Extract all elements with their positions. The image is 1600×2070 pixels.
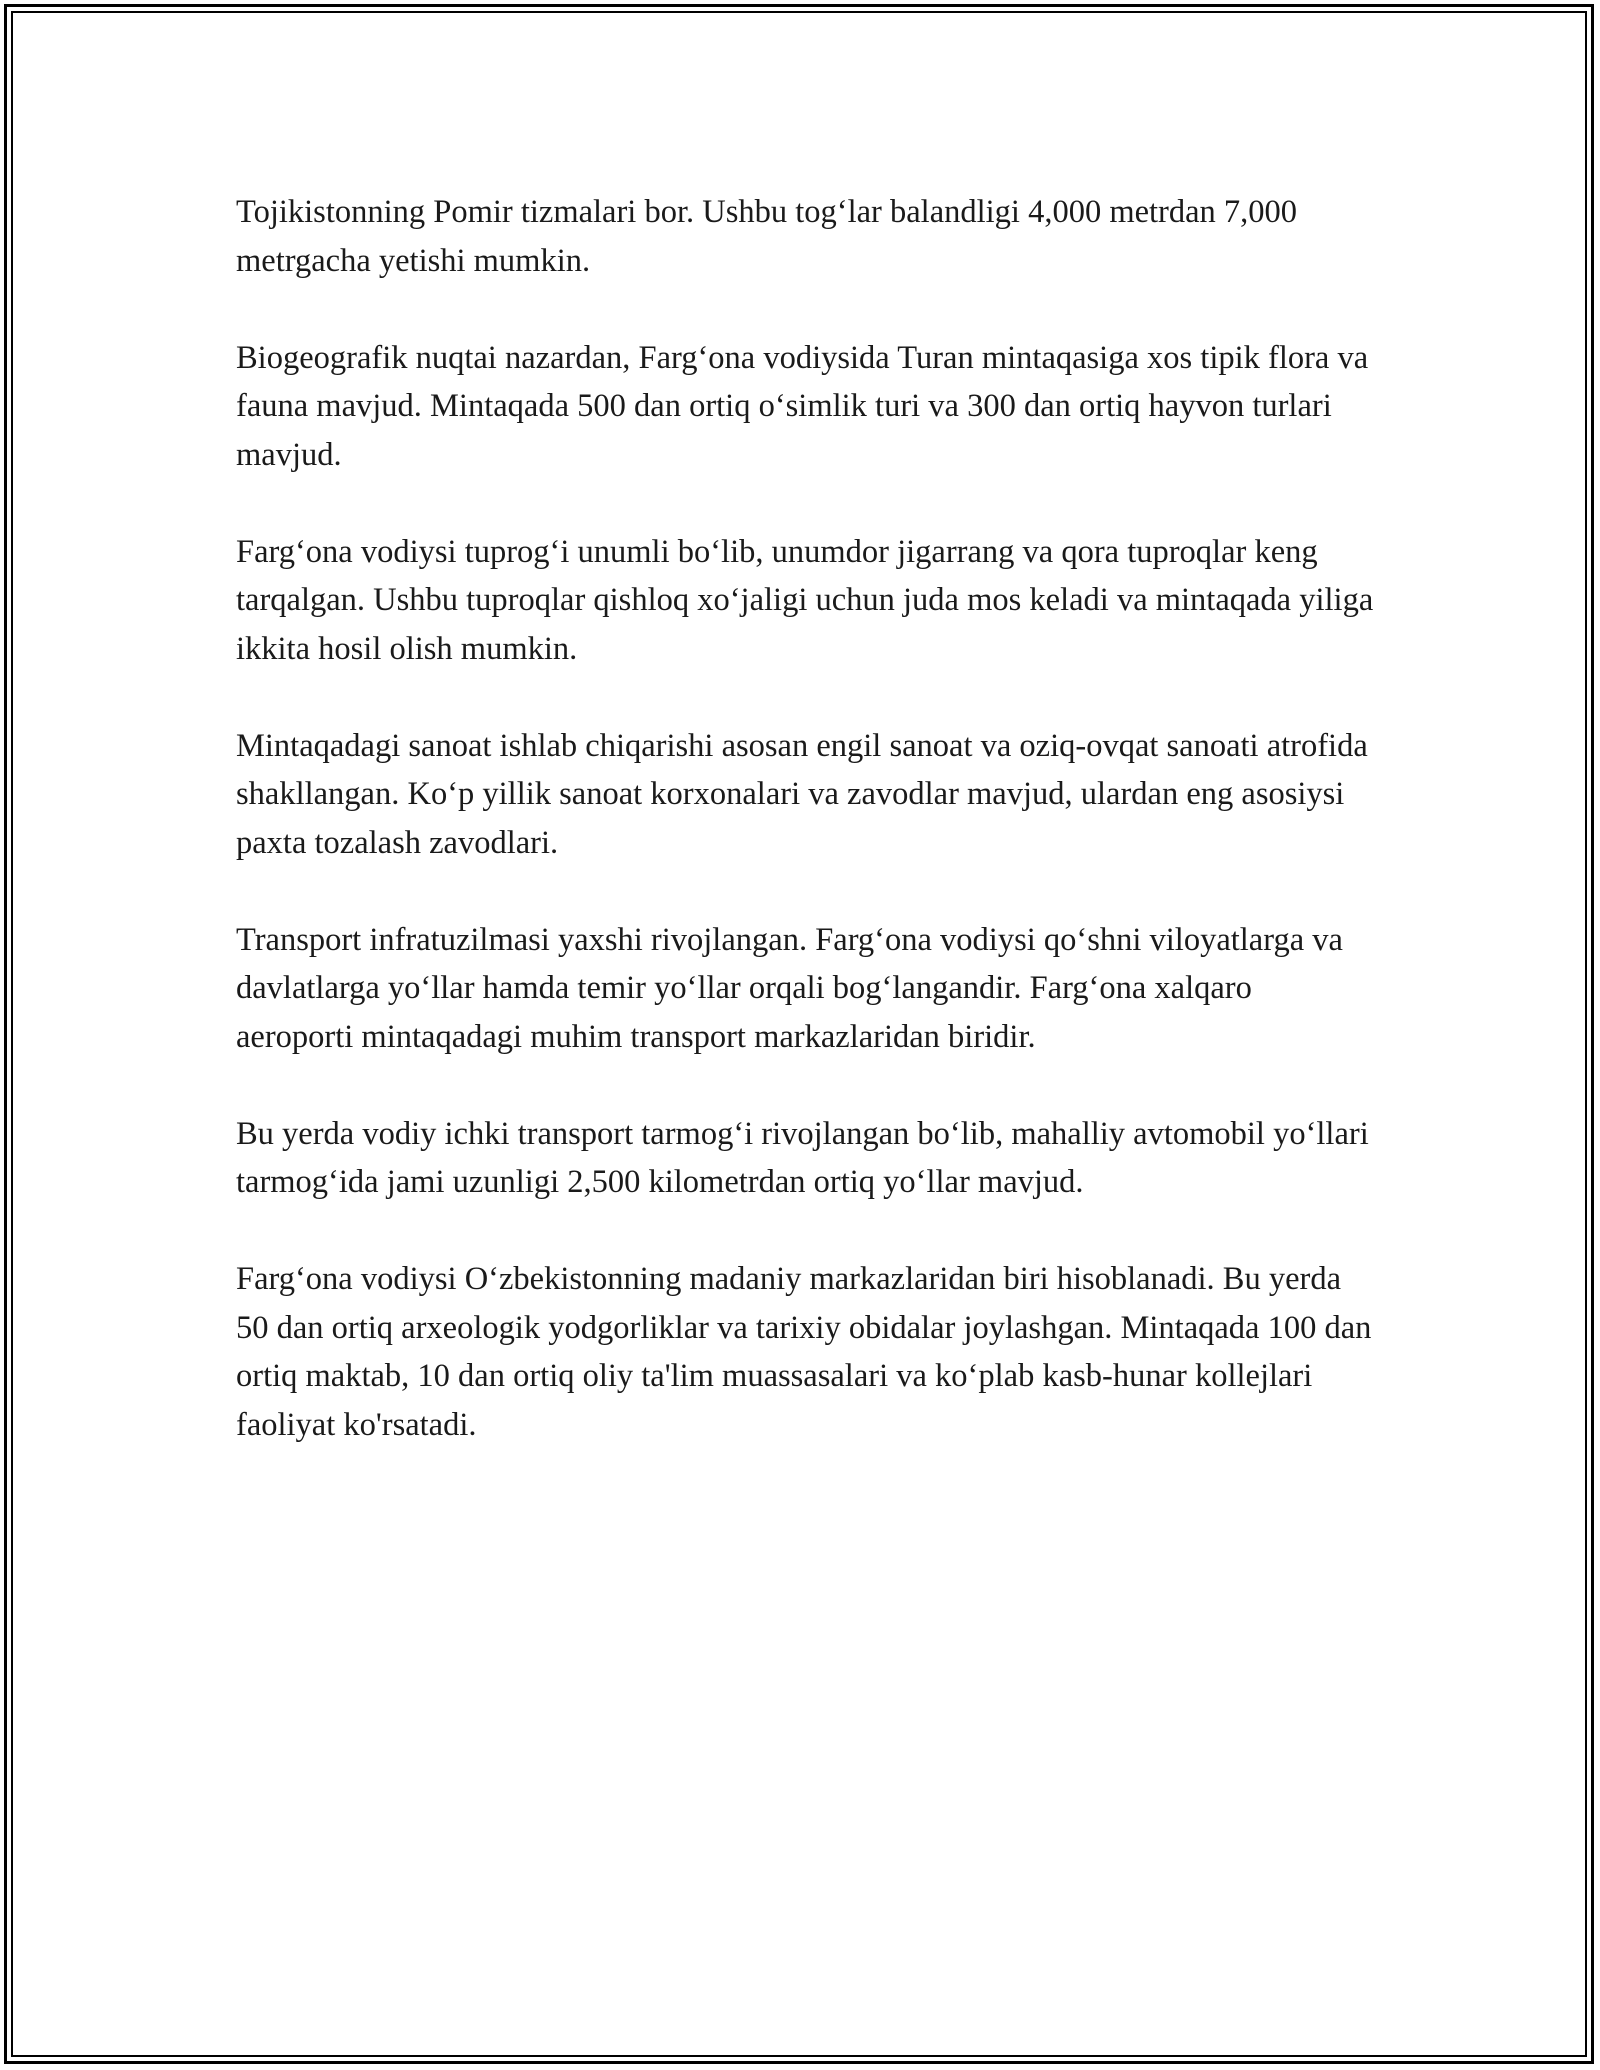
paragraph-pamir-mountains: Tojikistonning Pomir tizmalari bor. Ushbu tog‘lar balandligi 4,000 metrdan 7,000 metrgacha yetishi mumkin.: [236, 194, 1298, 279]
paragraph-transport-infrastructure: Transport infratuzilmasi yaxshi rivojlangan. Farg‘ona vodiysi qo‘shni viloyatlarga va davlatlarga yo‘llar hamda temir yo‘llar orqali bog‘langandir. Farg‘ona xalqaro aeroporti mintaqadagi muhim transport markazlaridan biridir.: [236, 921, 1343, 1055]
document-body: [236, 188, 1376, 1449]
paragraph-industry: Mintaqadagi sanoat ishlab chiqarishi asosan engil sanoat va oziq-ovqat sanoati atrofida shakllangan. Ko‘p yillik sanoat korxonalari va zavodlar mavjud, ulardan eng asosiysi paxta tozalash zavodlari.: [236, 727, 1368, 861]
paragraph-soil: Farg‘ona vodiysi tuprog‘i unumli bo‘lib, unumdor jigarrang va qora tuproqlar keng tarqalgan. Ushbu tuproqlar qishloq xo‘jaligi uchun juda mos keladi va mintaqada yiliga ikkita hosil olish mumkin.: [236, 533, 1374, 667]
paragraph-flora-fauna: Biogeografik nuqtai nazardan, Farg‘ona vodiysida Turan mintaqasiga xos tipik flora va fauna mavjud. Mintaqada 500 dan ortiq o‘simlik turi va 300 dan ortiq hayvon turlari mavjud.: [236, 339, 1369, 473]
paragraph-culture-education: Farg‘ona vodiysi O‘zbekistonning madaniy markazlaridan biri hisoblanadi. Bu yerda 50 dan ortiq arxeologik yodgorliklar va tarixiy obidalar joylashgan. Mintaqada 100 dan ortiq maktab, 10 dan ortiq oliy ta'lim muassasalari va ko‘plab kasb-hunar kollejlari faoliyat ko'rsatadi.: [236, 1261, 1372, 1443]
paragraph-road-network: Bu yerda vodiy ichki transport tarmog‘i rivojlangan bo‘lib, mahalliy avtomobil yo‘llari tarmog‘ida jami uzunligi 2,500 kilometrdan ortiq yo‘llar mavjud.: [236, 1115, 1369, 1200]
